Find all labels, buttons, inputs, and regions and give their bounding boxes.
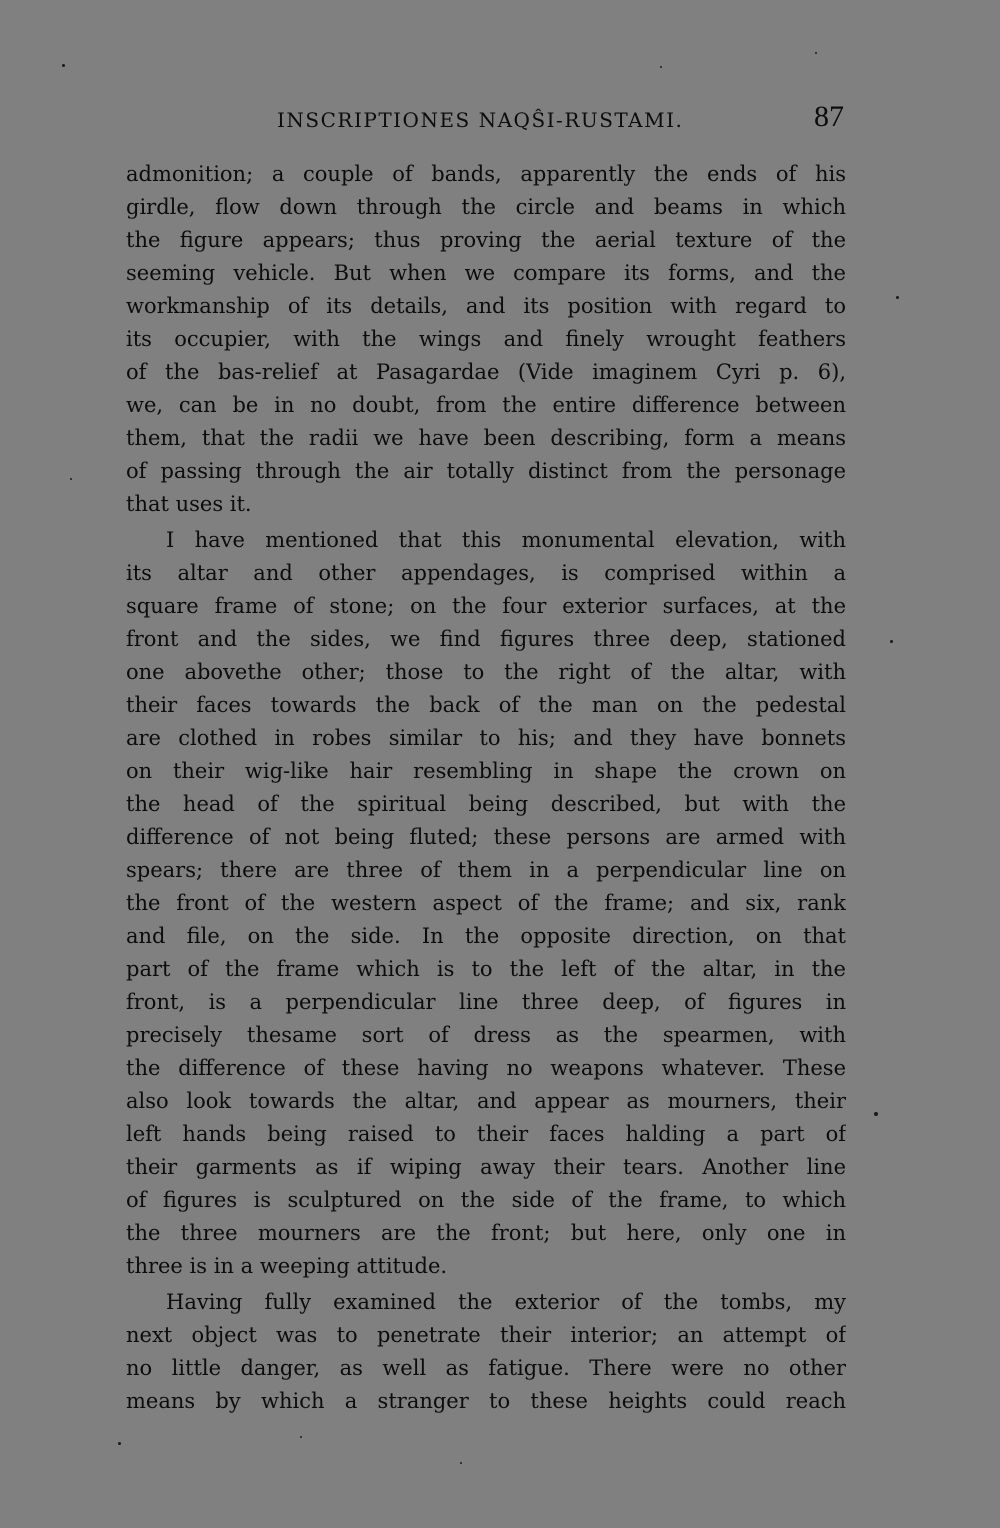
paragraph-1 — [126, 158, 846, 521]
running-title: INSCRIPTIONES NAQŜI-RUSTAMI. — [277, 108, 684, 132]
scan-speck — [62, 64, 65, 67]
text-line: spears; there are three of them in a perpendicular line on — [126, 858, 846, 882]
text-line: part of the frame which is to the left of the altar, in the — [126, 957, 846, 981]
text-line: their garments as if wiping away their tears. Another line — [126, 1155, 846, 1179]
text-line: we, can be in no doubt, from the entire difference between — [126, 393, 846, 417]
text-line: left hands being raised to their faces halding a part of — [126, 1122, 846, 1146]
text-line: front and the sides, we find figures three deep, stationed — [126, 627, 846, 651]
text-line: girdle, flow down through the circle and beams in which — [126, 195, 846, 219]
scan-speck — [896, 296, 899, 299]
text-line: are clothed in robes similar to his; and they have bonnets — [126, 726, 846, 750]
text-line: front, is a perpendicular line three deep, of figures in — [126, 990, 846, 1014]
scan-speck — [874, 1112, 878, 1116]
text-line: the head of the spiritual being described, but with the — [126, 792, 846, 816]
page-number: 87 — [814, 100, 844, 133]
scan-speck — [890, 640, 893, 643]
scan-speck — [300, 1436, 302, 1438]
body-text — [126, 158, 846, 1421]
text-line: and file, on the side. In the opposite direction, on that — [126, 924, 846, 948]
text-line: on their wig-like hair resembling in shape the crown on — [126, 759, 846, 783]
text-line: seeming vehicle. But when we compare its forms, and the — [126, 261, 846, 285]
scan-speck — [118, 1442, 121, 1445]
text-line: their faces towards the back of the man on the pedestal — [126, 693, 846, 717]
scan-speck — [660, 66, 662, 68]
text-line: of the bas-relief at Pasagardae (Vide imaginem Cyri p. 6), — [126, 360, 846, 384]
text-line: the three mourners are the front; but here, only one in — [126, 1221, 846, 1245]
text-line: difference of not being fluted; these persons are armed with — [126, 825, 846, 849]
text-line: means by which a stranger to these heights could reach — [126, 1389, 846, 1413]
text-line: of passing through the air totally distinct from the personage — [126, 459, 846, 483]
text-line: that uses it. — [126, 492, 252, 516]
text-line: the difference of these having no weapons whatever. These — [126, 1056, 846, 1080]
text-line: Having fully examined the exterior of the tombs, my — [166, 1290, 846, 1314]
scan-speck — [70, 478, 72, 480]
text-line: next object was to penetrate their interior; an attempt of — [126, 1323, 846, 1347]
text-line: one abovethe other; those to the right of the altar, with — [126, 660, 846, 684]
text-line: of figures is sculptured on the side of the frame, to which — [126, 1188, 846, 1212]
scan-speck — [815, 52, 817, 54]
text-line: its altar and other appendages, is comprised within a — [126, 561, 846, 585]
text-line: I have mentioned that this monumental elevation, with — [166, 528, 846, 552]
text-line: square frame of stone; on the four exterior surfaces, at the — [126, 594, 846, 618]
text-line: the figure appears; thus proving the aerial texture of the — [126, 228, 846, 252]
scan-speck — [460, 1462, 462, 1464]
text-line: them, that the radii we have been describing, form a means — [126, 426, 846, 450]
text-line: admonition; a couple of bands, apparently the ends of his — [126, 162, 846, 186]
text-line: also look towards the altar, and appear as mourners, their — [126, 1089, 846, 1113]
paragraph-2 — [126, 524, 846, 1283]
text-line: workmanship of its details, and its position with regard to — [126, 294, 846, 318]
page-header — [124, 100, 844, 140]
text-line: the front of the western aspect of the frame; and six, rank — [126, 891, 846, 915]
text-line: no little danger, as well as fatigue. There were no other — [126, 1356, 846, 1380]
text-line: its occupier, with the wings and finely wrought feathers — [126, 327, 846, 351]
text-line: three is in a weeping attitude. — [126, 1254, 448, 1278]
text-line: precisely thesame sort of dress as the spearmen, with — [126, 1023, 846, 1047]
paragraph-3 — [126, 1286, 846, 1418]
